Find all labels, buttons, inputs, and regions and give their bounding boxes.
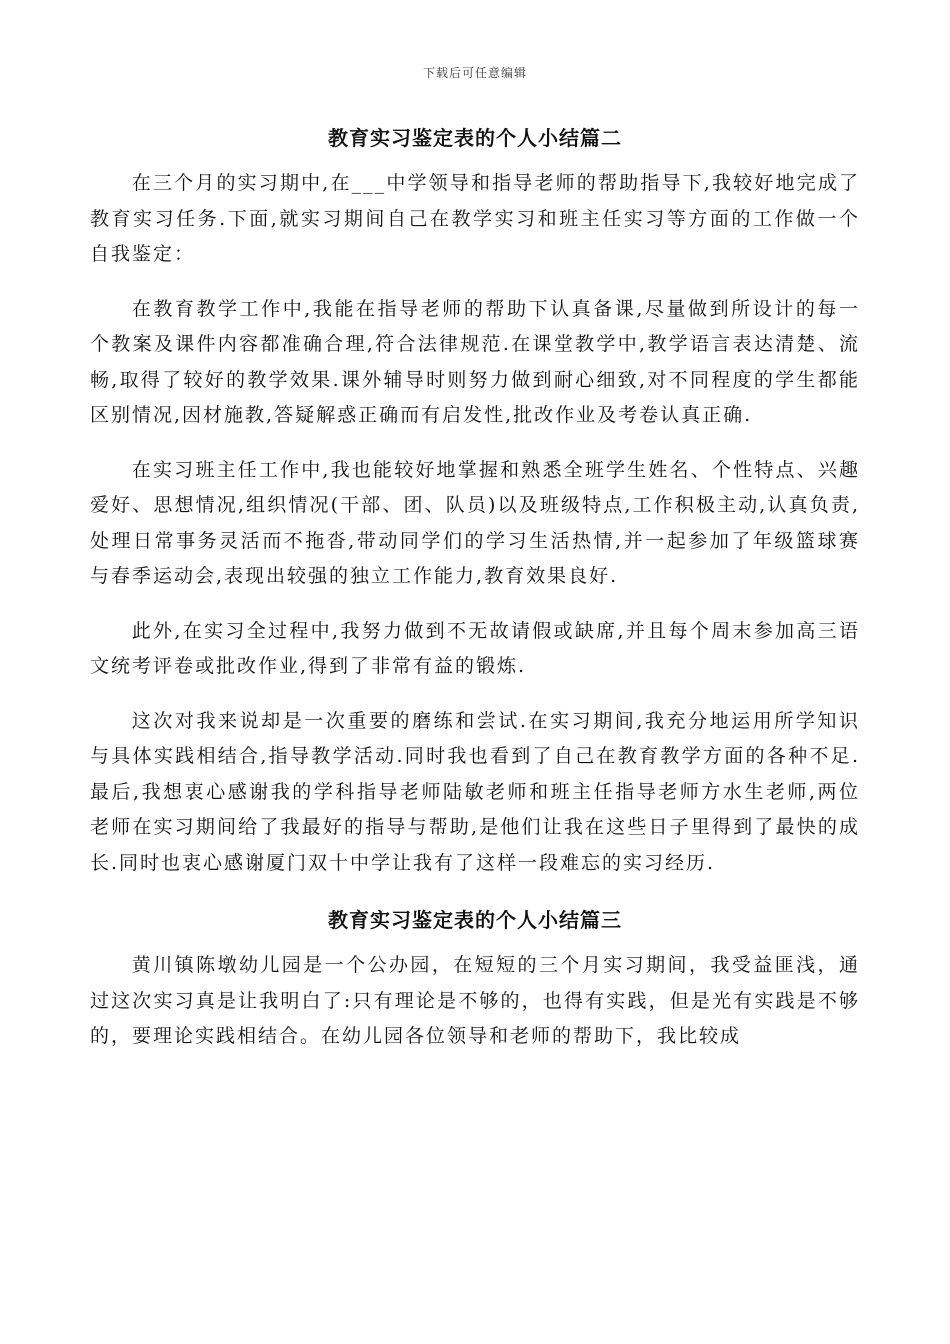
section-3 bbox=[90, 900, 860, 1055]
paragraph: 在三个月的实习期中,在___中学领导和指导老师的帮助指导下,我较好地完成了教育实习任务.下面,就实习期间自己在教学实习和班主任实习等方面的工作做一个自我鉴定： bbox=[90, 172, 860, 265]
paragraph: 在教育教学工作中,我能在指导老师的帮助下认真备课,尽量做到所设计的每一个教案及课件内容都准确合理,符合法律规范.在课堂教学中,教学语言表达清楚、流畅,取得了较好的教学效果.课外辅导时则努力做到耐心细致,对不同程度的学生都能区别情况,因材施教,答疑解惑正确而有启发性,批改作业及考卷认真正确. bbox=[90, 297, 860, 426]
paragraph: 这次对我来说却是一次重要的磨练和尝试.在实习期间,我充分地运用所学知识与具体实践相结合,指导教学活动.同时我也看到了自己在教育教学方面的各种不足.最后,我想衷心感谢我的学科指导老师陆敏老师和班主任指导老师方水生老师,两位老师在实习期间给了我最好的指导与帮助,是他们让我在这些日子里得到了最快的成长.同时也衷心感谢厦门双十中学让我有了这样一段难忘的实习经历. bbox=[90, 709, 860, 874]
document-body bbox=[90, 118, 860, 1055]
paragraph: 此外,在实习全过程中,我努力做到不无故请假或缺席,并且每个周末参加高三语文统考评卷或批改作业,得到了非常有益的锻炼. bbox=[90, 619, 860, 677]
section-2 bbox=[90, 118, 860, 881]
paragraph: 黄川镇陈墩幼儿园是一个公办园，在短短的三个月实习期间，我受益匪浅，通过这次实习真是让我明白了:只有理论是不够的，也得有实践，但是光有实践是不够的，要理论实践相结合。在幼儿园各位领导和老师的帮助下，我比较成 bbox=[90, 954, 860, 1047]
section-title: 教育实习鉴定表的个人小结篇二 bbox=[328, 126, 622, 150]
section-title: 教育实习鉴定表的个人小结篇三 bbox=[328, 908, 622, 932]
paragraph: 在实习班主任工作中,我也能较好地掌握和熟悉全班学生姓名、个性特点、兴趣爱好、思想情况,组织情况(干部、团、队员)以及班级特点,工作积极主动,认真负责,处理日常事务灵活而不拖沓,带动同学们的学习生活热情,并一起参加了年级篮球赛与春季运动会,表现出较强的独立工作能力,教育效果良好. bbox=[90, 458, 860, 587]
header-note: 下载后可任意编辑 bbox=[422, 66, 527, 80]
